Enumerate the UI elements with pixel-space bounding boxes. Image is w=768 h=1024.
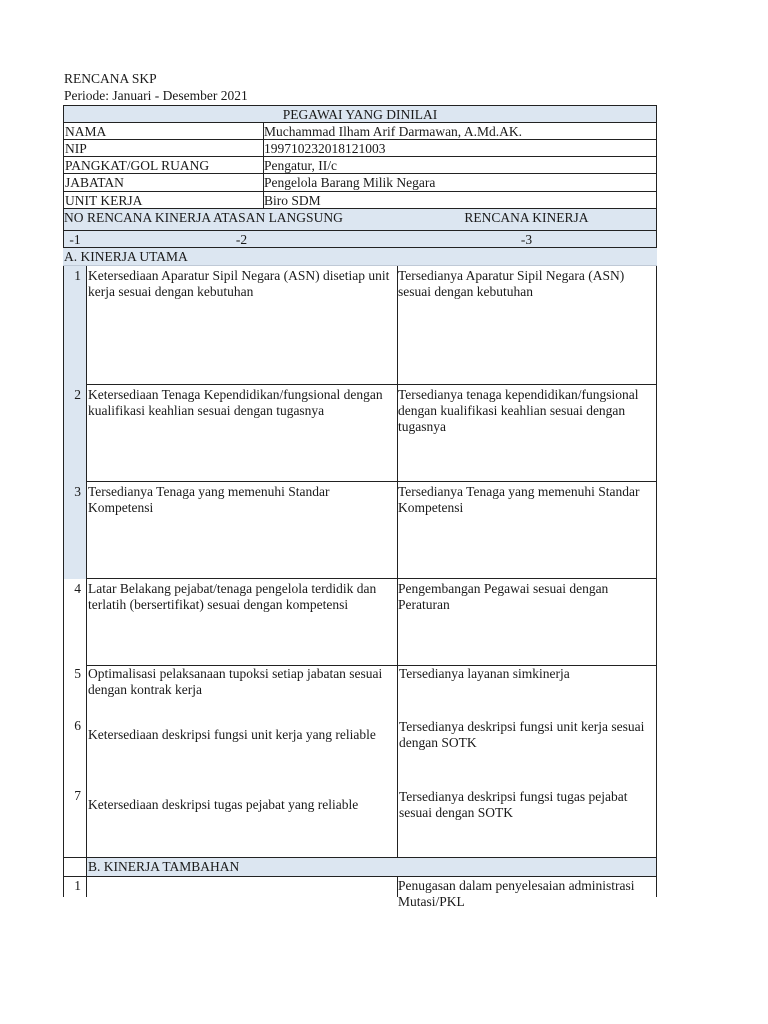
- no-column-border: [63, 666, 87, 857]
- field-value-nama: Muchammad Ilham Arif Darmawan, A.Md.AK.: [263, 123, 657, 140]
- periode-text: Periode: Januari - Desember 2021: [64, 88, 248, 103]
- section-kinerja-utama: A. KINERJA UTAMA: [63, 248, 657, 266]
- field-value-pangkat: Pengatur, II/c: [263, 157, 657, 174]
- header-index-1: -1: [63, 231, 87, 248]
- field-label-jabatan: JABATAN: [63, 174, 264, 192]
- document-title: RENCANA SKP: [64, 71, 157, 86]
- field-value-jabatan: Pengelola Barang Milik Negara: [263, 174, 657, 192]
- row-atasan: Ketersediaan Aparatur Sipil Negara (ASN) disetiap unit kerja sesuai dengan kebutuhan: [86, 266, 398, 385]
- row-atasan: Ketersediaan deskripsi tugas pejabat yang reliable: [88, 797, 359, 812]
- tambahan-header-fill: [263, 857, 398, 877]
- field-value-nip: 199710232018121003: [263, 140, 657, 157]
- row-no: 7: [74, 788, 81, 803]
- row-atasan: Ketersediaan deskripsi fungsi unit kerja yang reliable: [88, 727, 376, 742]
- row-no: 3: [74, 484, 81, 499]
- field-label-nama: NAMA: [63, 123, 264, 140]
- row-atasan: [86, 877, 398, 897]
- header-index-3: -3: [397, 231, 657, 248]
- row-no: 1: [74, 268, 81, 283]
- field-value-unit-kerja: Biro SDM: [263, 192, 657, 209]
- header-rencana: RENCANA KINERJA: [397, 209, 657, 231]
- row-rencana: Penugasan dalam penyelesaian administrasi Mutasi/PKL: [397, 877, 657, 897]
- row-rencana: Pengembangan Pegawai sesuai dengan Peraturan: [397, 579, 657, 666]
- header-index-2: -2: [86, 231, 398, 248]
- field-label-nip: NIP: [63, 140, 264, 157]
- row-atasan: Latar Belakang pejabat/tenaga pengelola terdidik dan terlatih (bersertifikat) sesuai dengan kompetensi: [86, 579, 398, 666]
- field-label-unit-kerja: UNIT KERJA: [63, 192, 264, 209]
- header-atasan: RENCANA KINERJA ATASAN LANGSUNG: [86, 209, 398, 231]
- row-rencana: Tersedianya Tenaga yang memenuhi Standar Kompetensi: [397, 482, 657, 579]
- row-no: 1: [63, 877, 87, 897]
- row-rencana-cell: [397, 385, 657, 482]
- row-rencana: Tersedianya deskripsi fungsi unit kerja sesuai dengan SOTK: [399, 719, 645, 750]
- row-no: 2: [74, 387, 81, 402]
- section-kinerja-tambahan: B. KINERJA TAMBAHAN: [86, 857, 264, 877]
- row-no: 6: [74, 718, 81, 733]
- row-no: 5: [74, 666, 81, 681]
- field-label-pangkat: PANGKAT/GOL RUANG: [63, 157, 264, 174]
- row-no: 4: [63, 579, 87, 666]
- row-rencana: Tersedianya Aparatur Sipil Negara (ASN) sesuai dengan kebutuhan: [397, 266, 657, 385]
- header-no: NO: [63, 209, 87, 231]
- row-atasan: Ketersediaan Tenaga Kependidikan/fungsional dengan kualifikasi keahlian sesuai dengan tugasnya: [86, 385, 398, 482]
- row-rencana: Tersedianya deskripsi fungsi tugas pejabat sesuai dengan SOTK: [399, 789, 628, 820]
- tambahan-header-fill-right: [397, 857, 657, 877]
- tambahan-no-blank: [63, 857, 87, 877]
- row-atasan: Optimalisasi pelaksanaan tupoksi setiap jabatan sesuai dengan kontrak kerja: [88, 666, 383, 697]
- row-atasan: Tersedianya Tenaga yang memenuhi Standar Kompetensi: [86, 482, 398, 579]
- row-rencana: Tersedianya tenaga kependidikan/fungsional dengan kualifikasi keahlian sesuai dengan tugasnya: [398, 387, 639, 434]
- row-rencana: Tersedianya layanan simkinerja: [399, 666, 570, 681]
- section-pegawai: PEGAWAI YANG DINILAI: [63, 105, 657, 123]
- rencana-column-border: [397, 666, 657, 857]
